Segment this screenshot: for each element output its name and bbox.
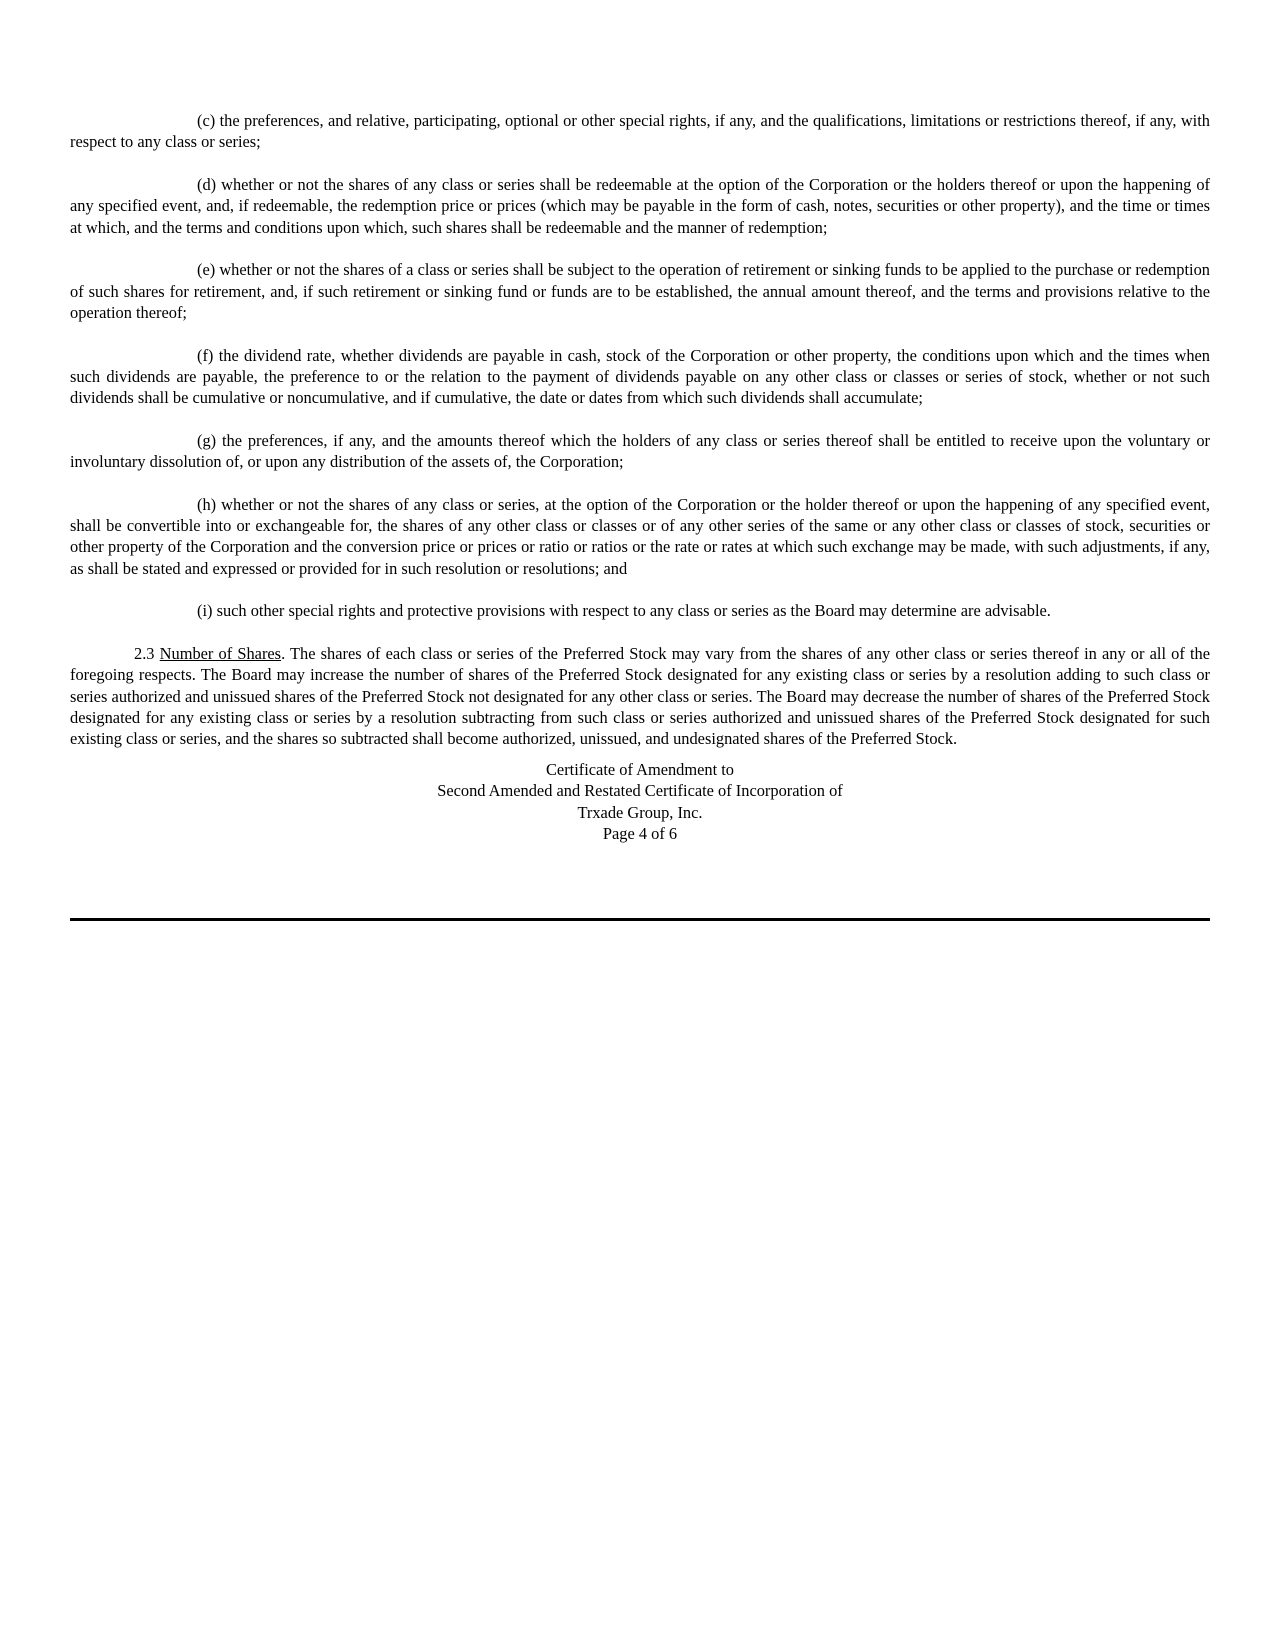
page-number: Page 4 of 6 xyxy=(602,823,678,843)
paragraph-c: (c) the preferences, and relative, participating, optional or other special rights, if any, and the qualifications, limitations or restrictions thereof, if any, with respect to any class or series; xyxy=(70,111,1210,152)
section-heading: Number of Shares xyxy=(159,644,282,664)
page-divider xyxy=(70,918,1210,921)
paragraph-f: (f) the dividend rate, whether dividends are payable in cash, stock of the Corporation or other property, the conditions upon which and the times when such dividends are payable, the preference to or the relation to the payment of dividends payable on any other class or classes or series of stock, whether or not such dividends shall be cumulative or noncumulative, and if cumulative, the date or dates from which such dividends shall accumulate; xyxy=(70,345,1210,408)
section-number: 2.3 xyxy=(134,644,155,664)
document-body xyxy=(70,110,1210,771)
page-footer xyxy=(70,759,1210,844)
paragraph-i: (i) such other special rights and protective provisions with respect to any class or series as the Board may determine are advisable. xyxy=(197,601,1051,621)
paragraph-e: (e) whether or not the shares of a class or series shall be subject to the operation of retirement or sinking funds to be applied to the purchase or redemption of such shares for retirement, and, if such retirement or sinking fund or funds are to be established, the annual amount thereof, and the terms and provisions relative to the operation thereof; xyxy=(70,260,1210,322)
section-2-3 xyxy=(70,643,1210,749)
footer-line-3: Trxade Group, Inc. xyxy=(577,802,703,822)
footer-line-2: Second Amended and Restated Certificate of Incorporation of xyxy=(437,781,843,801)
paragraph-d: (d) whether or not the shares of any class or series shall be redeemable at the option of the Corporation or the holders thereof or upon the happening of any specified event, and, if redeemable, the redemption price or prices (which may be payable in the form of cash, notes, securities or other property), and the time or times at which, and the terms and conditions upon which, such shares shall be redeemable and the manner of redemption; xyxy=(70,174,1210,237)
section-text: . The shares of each class or series of the Preferred Stock may vary from the shares of any other class or series thereof in any or all of the foregoing respects. The Board may increase the number of shares of the Preferred Stock designated for any existing class or series by a resolution adding to such class or series authorized and unissued shares of the Preferred Stock not designated for any other class or series. The Board may decrease the number of shares of the Preferred Stock designated for any existing class or series by a resolution subtracting from such class or series authorized and unissued shares of the Preferred Stock designated for such existing class or series, and the shares so subtracted shall become authorized, unissued, and undesignated shares of the Preferred Stock. xyxy=(70,644,1210,749)
footer-line-1: Certificate of Amendment to xyxy=(546,760,734,779)
paragraph-g: (g) the preferences, if any, and the amounts thereof which the holders of any class or series thereof shall be entitled to receive upon the voluntary or involuntary dissolution of, or upon any distribution of the assets of, the Corporation; xyxy=(70,430,1210,472)
paragraph-h: (h) whether or not the shares of any class or series, at the option of the Corporation or the holder thereof or upon the happening of any specified event, shall be convertible into or exchangeable for, the shares of any other class or classes or of any other series of the same or any other class or classes of stock, securities or other property of the Corporation and the conversion price or prices or ratio or ratios or the rate or rates at which such exchange may be made, with such adjustments, if any, as shall be stated and expressed or provided for in such resolution or resolutions; and xyxy=(70,494,1210,578)
